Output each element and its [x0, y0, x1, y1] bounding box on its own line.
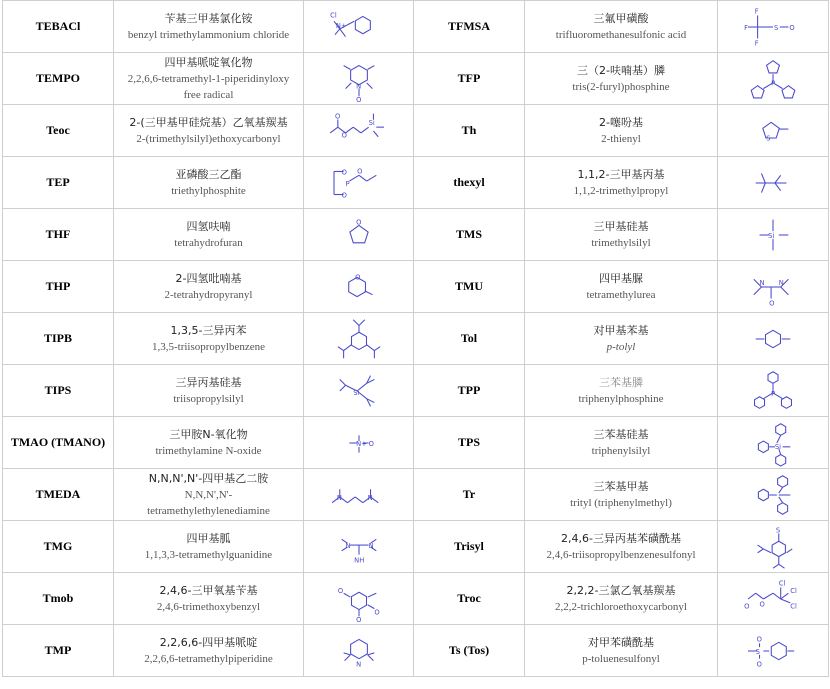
atom-label: O: [789, 23, 795, 32]
right-structure-cell: [718, 209, 829, 261]
left-name-cell: [114, 469, 304, 521]
left-name-cell: [114, 1, 304, 53]
bond-line: [367, 654, 373, 660]
left-structure-cell: [304, 105, 414, 157]
tmeda-structure-icon: [319, 470, 399, 520]
left-structure-cell: [304, 261, 414, 313]
atom-label: N: [367, 493, 373, 502]
bond-line: [767, 60, 780, 72]
chinese-name: 2-四氢吡喃基: [175, 271, 242, 285]
left-abbreviation: TEBACl: [3, 1, 114, 53]
right-name-cell: [525, 625, 718, 677]
atom-label: O: [341, 190, 347, 199]
chinese-name: 三甲胺N-氧化物: [169, 427, 248, 441]
right-abbreviation: thexyl: [414, 157, 525, 209]
left-structure-cell: [304, 365, 414, 417]
abbreviation-table: [2, 0, 829, 677]
english-name: triphenylphosphine: [578, 392, 664, 405]
english-name: p-tolyl: [606, 340, 636, 353]
bond-line: [782, 85, 795, 97]
right-name-cell: [525, 469, 718, 521]
right-structure-cell: [718, 157, 829, 209]
bond-line: [351, 332, 366, 349]
tetramethylurea-structure-icon: [733, 262, 813, 312]
english-name: 2,2,2-trichloroethoxycarbonyl: [555, 600, 687, 613]
bond-line: [763, 122, 780, 138]
english-name: 1,1,3,3-tetramethylguanidine: [144, 548, 273, 561]
bond-line: [755, 396, 765, 408]
right-structure-cell: [718, 573, 829, 625]
bond-line: [355, 496, 363, 502]
bond-line: [775, 183, 781, 191]
atom-label: N: [345, 541, 351, 550]
bond-line: [366, 344, 374, 350]
bond-line: [367, 65, 374, 69]
table-row: [3, 521, 829, 573]
chinese-name: 2,2,6,6-四甲基哌啶: [159, 635, 258, 649]
atom-label: F: [754, 7, 759, 16]
atom-label: O: [373, 607, 380, 616]
bond-line: [353, 319, 359, 325]
bond-line: [349, 175, 359, 181]
chinese-name: 苄基三甲基氯化铵: [164, 11, 253, 25]
right-abbreviation: TPS: [414, 417, 525, 469]
bond-line: [344, 654, 350, 660]
bond-line: [763, 548, 771, 552]
chinese-name: 2,2,2-三氯乙氧基羰基: [566, 583, 676, 597]
bond-line: [756, 593, 764, 599]
table-row: [3, 53, 829, 105]
atom-label: Si: [368, 118, 375, 127]
english-name: 1,3,5-triisopropylbenzene: [151, 340, 266, 353]
left-name-cell: [114, 261, 304, 313]
table-row: [3, 469, 829, 521]
right-structure-cell: [718, 261, 829, 313]
left-structure-cell: [304, 573, 414, 625]
tosyl-structure-icon: [733, 626, 813, 676]
left-structure-cell: [304, 209, 414, 261]
left-structure-cell: [304, 469, 414, 521]
bond-line: [337, 346, 343, 350]
table-row: [3, 365, 829, 417]
table-row: [3, 261, 829, 313]
left-structure-cell: [304, 313, 414, 365]
atom-label: Si: [768, 231, 775, 240]
tris-furyl-phosphine-structure-icon: [733, 54, 813, 104]
english-name: free radical: [183, 88, 234, 101]
triflic-acid-structure-icon: [733, 2, 813, 52]
atom-label: S: [755, 647, 760, 656]
right-name-cell: [525, 1, 718, 53]
bond-line: [351, 592, 366, 609]
bond-line: [781, 287, 789, 295]
atom-label: O: [354, 272, 360, 281]
right-structure-cell: [718, 1, 829, 53]
atom-label: O: [355, 615, 361, 624]
left-name-cell: [114, 209, 304, 261]
right-abbreviation: Tr: [414, 469, 525, 521]
english-name: 2,4,6-triisopropylbenzenesulfonyl: [546, 548, 696, 561]
right-structure-cell: [718, 53, 829, 105]
right-abbreviation: TFMSA: [414, 1, 525, 53]
left-name-cell: [114, 521, 304, 573]
atom-label: Cl: [329, 10, 337, 19]
bond-line: [349, 225, 367, 242]
bond-line: [330, 127, 338, 133]
right-name-cell: [525, 573, 718, 625]
bond-line: [343, 344, 351, 350]
atom-label: Cl: [778, 579, 786, 588]
bond-line: [758, 545, 764, 549]
english-name: 2,2,6,6-tetramethylpiperidine: [144, 652, 273, 665]
english-name: tetramethylethylenediamine: [147, 504, 270, 517]
chinese-name: 三甲基硅基: [593, 219, 649, 233]
bond-line: [776, 423, 786, 435]
bond-line: [367, 604, 374, 608]
atom-label: O: [756, 634, 762, 643]
english-name: p-toluenesulfonyl: [582, 652, 660, 665]
atom-label: S: [773, 23, 779, 32]
bond-line: [355, 16, 370, 33]
left-name-cell: [114, 53, 304, 105]
bond-line: [768, 371, 778, 383]
bond-line: [779, 564, 785, 568]
left-structure-cell: [304, 1, 414, 53]
english-name: triphenylsilyl: [591, 444, 651, 457]
bond-line: [772, 541, 785, 556]
bond-line: [339, 379, 345, 385]
left-abbreviation: TIPB: [3, 313, 114, 365]
bond-line: [367, 652, 374, 654]
atom-label: N: [336, 493, 342, 502]
atom-label: Si: [352, 388, 359, 397]
tetramethylpiperidine-structure-icon: [319, 626, 399, 676]
left-abbreviation: TIPS: [3, 365, 114, 417]
left-abbreviation: THP: [3, 261, 114, 313]
bond-line: [778, 475, 788, 487]
right-structure-cell: [718, 365, 829, 417]
left-structure-cell: [304, 521, 414, 573]
bond-line: [773, 593, 781, 599]
chinese-name: 三（2-呋喃基）膦: [577, 63, 665, 77]
atom-label: O: [341, 167, 347, 176]
thp-structure-icon: [319, 262, 399, 312]
english-name: trimethylsilyl: [591, 236, 651, 249]
right-name-cell: [525, 209, 718, 261]
thexyl-structure-icon: [733, 158, 813, 208]
bond-line: [781, 396, 791, 408]
right-abbreviation: Th: [414, 105, 525, 157]
left-abbreviation: TMG: [3, 521, 114, 573]
right-abbreviation: TMU: [414, 261, 525, 313]
atom-label: N+: [355, 439, 367, 448]
right-name-cell: [525, 313, 718, 365]
chinese-name: 对甲基苯基: [593, 323, 649, 337]
chinese-name: 四甲基胍: [186, 531, 231, 545]
left-structure-cell: [304, 157, 414, 209]
atom-label: O: [368, 439, 374, 448]
atom-label: O: [341, 131, 347, 140]
atom-label: O: [355, 95, 361, 104]
tetramethylguanidine-structure-icon: [319, 522, 399, 572]
bond-line: [748, 593, 756, 599]
right-structure-cell: [718, 417, 829, 469]
english-name: 2-(trimethylsilyl)ethoxycarbonyl: [136, 132, 281, 145]
left-abbreviation: TMEDA: [3, 469, 114, 521]
teoc-structure-icon: [319, 106, 399, 156]
thienyl-structure-icon: [733, 106, 813, 156]
left-abbreviation: TMAO (TMANO): [3, 417, 114, 469]
triisopropylbenzene-structure-icon: [319, 314, 399, 364]
english-name: tris(2-furyl)phosphine: [572, 80, 670, 93]
trityl-structure-icon: [733, 470, 813, 520]
bond-line: [754, 287, 762, 295]
left-abbreviation: THF: [3, 209, 114, 261]
right-structure-cell: [718, 521, 829, 573]
atom-label: N: [368, 541, 374, 550]
right-abbreviation: Trisyl: [414, 521, 525, 573]
english-name: trityl (triphenylmethyl): [570, 496, 672, 509]
triphenylsilyl-structure-icon: [733, 418, 813, 468]
table-row: [3, 105, 829, 157]
bond-line: [345, 82, 351, 88]
chinese-name: 三苯基膦: [599, 375, 643, 389]
bond-line: [758, 548, 764, 552]
chinese-name: 四甲基哌啶氧化物: [164, 55, 253, 69]
bond-line: [761, 173, 765, 183]
bond-line: [786, 548, 792, 552]
bond-line: [751, 85, 764, 97]
left-abbreviation: Tmob: [3, 573, 114, 625]
atom-label: Cl: [790, 602, 797, 611]
chinese-name: 三异丙基硅基: [175, 375, 242, 389]
bond-line: [343, 65, 350, 69]
bond-line: [781, 593, 789, 599]
table-row: [3, 417, 829, 469]
table-row: [3, 573, 829, 625]
english-name: triethylphosphite: [171, 184, 246, 197]
right-abbreviation: TMS: [414, 209, 525, 261]
bond-line: [758, 489, 768, 501]
right-name-cell: [525, 157, 718, 209]
table-body: [3, 1, 829, 677]
chinese-name: 四甲基脲: [599, 271, 643, 285]
left-abbreviation: TEMPO: [3, 53, 114, 105]
left-name-cell: [114, 625, 304, 677]
atom-label: Cl: [790, 586, 797, 595]
right-structure-cell: [718, 625, 829, 677]
english-name: 2-tetrahydropyranyl: [164, 288, 253, 301]
left-name-cell: [114, 157, 304, 209]
atom-label: Si: [774, 442, 782, 451]
trimethylamine-n-oxide-structure-icon: [319, 418, 399, 468]
bond-line: [366, 82, 372, 88]
atom-label: O: [334, 112, 340, 120]
atom-label: O: [759, 600, 765, 609]
thf-structure-icon: [319, 210, 399, 260]
left-structure-cell: [304, 417, 414, 469]
chinese-name: 2,4,6-三甲氧基苄基: [159, 583, 258, 597]
atom-label: P: [345, 179, 350, 188]
english-name: trimethylamine N-oxide: [155, 444, 262, 457]
right-name-cell: [525, 417, 718, 469]
english-name: N,N,N',N'-: [184, 488, 233, 501]
bond-line: [778, 502, 788, 514]
english-name: trifluoromethanesulfonic acid: [555, 28, 687, 41]
english-name: 1,1,2-trimethylpropyl: [573, 184, 669, 197]
atom-label: N: [759, 278, 765, 287]
bond-line: [343, 593, 350, 597]
atom-label: O: [356, 166, 362, 175]
tempo-structure-icon: [319, 54, 399, 104]
atom-label: F: [754, 38, 759, 47]
bond-line: [359, 319, 365, 325]
right-structure-cell: [718, 469, 829, 521]
atom-label: F: [744, 23, 749, 32]
bond-line: [374, 346, 380, 350]
right-name-cell: [525, 365, 718, 417]
bond-line: [373, 131, 378, 137]
chinese-name: 三苯基硅基: [593, 427, 649, 441]
bond-line: [360, 127, 368, 133]
bond-line: [761, 183, 765, 193]
bond-line: [343, 652, 350, 654]
english-name: tetrahydrofuran: [174, 236, 243, 249]
left-structure-cell: [304, 53, 414, 105]
right-abbreviation: TFP: [414, 53, 525, 105]
english-name: tetramethylurea: [586, 288, 656, 301]
chinese-name: 2-(三甲基甲硅烷基）乙氧基羰基: [129, 115, 288, 129]
bond-line: [771, 642, 786, 659]
chinese-name: 亚磷酸三乙酯: [175, 167, 242, 181]
left-abbreviation: Teoc: [3, 105, 114, 157]
right-abbreviation: Ts (Tos): [414, 625, 525, 677]
bond-line: [339, 385, 345, 391]
atom-label: NH: [353, 555, 364, 564]
left-name-cell: [114, 365, 304, 417]
bond-line: [776, 454, 786, 466]
bond-line: [347, 496, 355, 502]
right-abbreviation: Tol: [414, 313, 525, 365]
p-tolyl-structure-icon: [733, 314, 813, 364]
chinese-name: 三苯基甲基: [593, 479, 649, 493]
table-row: [3, 157, 829, 209]
chinese-name: 三氟甲磺酸: [593, 11, 649, 25]
atom-label: N: [355, 659, 361, 668]
atom-label: O: [756, 659, 762, 668]
bond-line: [775, 175, 781, 183]
atom-label: O: [744, 602, 750, 611]
triethylphosphite-structure-icon: [319, 158, 399, 208]
bond-line: [779, 496, 783, 502]
chinese-name: 对甲苯磺酰基: [588, 635, 654, 649]
chinese-name: 1,1,2-三甲基丙基: [577, 167, 665, 181]
left-name-cell: [114, 417, 304, 469]
english-name: 2-thienyl: [601, 132, 641, 145]
left-abbreviation: TMP: [3, 625, 114, 677]
bond-line: [766, 330, 781, 347]
chinese-name: 1,3,5-三异丙苯: [170, 323, 247, 337]
atom-label: N+: [335, 21, 347, 30]
bond-line: [353, 127, 361, 133]
chinese-name: 2,4,6-三异丙基苯磺酰基: [561, 531, 681, 545]
triphenylphosphine-structure-icon: [733, 366, 813, 416]
troc-structure-icon: [733, 574, 813, 624]
table-row: [3, 313, 829, 365]
atom-label: S: [775, 526, 781, 535]
trimethylsilyl-structure-icon: [733, 210, 813, 260]
bond-line: [781, 599, 791, 603]
atom-label: N: [778, 278, 784, 287]
atom-label: P: [771, 79, 776, 88]
atom-label: O: [769, 298, 775, 307]
atom-label: O: [337, 586, 343, 595]
atom-label: P: [771, 389, 776, 398]
english-name: 2,4,6-trimethoxybenzyl: [156, 600, 261, 613]
english-name: triisopropylsilyl: [173, 392, 244, 405]
right-name-cell: [525, 53, 718, 105]
chinese-name: 四氢呋喃: [186, 219, 231, 233]
benzyltrimethylammonium-chloride-structure-icon: [319, 2, 399, 52]
bond-line: [366, 175, 376, 181]
bond-line: [350, 639, 367, 658]
bond-line: [339, 28, 345, 36]
english-name: 2,2,6,6-tetramethyl-1-piperidinyloxy: [127, 72, 290, 85]
right-abbreviation: Troc: [414, 573, 525, 625]
trisyl-structure-icon: [733, 522, 813, 572]
bond-line: [773, 564, 779, 568]
bond-line: [359, 175, 367, 181]
triisopropylsilyl-structure-icon: [319, 366, 399, 416]
chinese-name: N,N,N',N'-四甲基乙二胺: [148, 471, 269, 485]
left-name-cell: [114, 105, 304, 157]
right-name-cell: [525, 261, 718, 313]
table-row: [3, 625, 829, 677]
right-abbreviation: TPP: [414, 365, 525, 417]
bond-line: [779, 487, 783, 493]
table-row: [3, 209, 829, 261]
right-name-cell: [525, 521, 718, 573]
table-row: [3, 1, 829, 53]
left-structure-cell: [304, 625, 414, 677]
right-structure-cell: [718, 313, 829, 365]
english-name: benzyl trimethylammonium chloride: [127, 28, 290, 41]
left-name-cell: [114, 313, 304, 365]
atom-label: O: [355, 217, 361, 226]
bond-line: [763, 593, 773, 599]
bond-line: [758, 441, 768, 453]
bond-line: [364, 290, 372, 294]
atom-label: N: [355, 82, 361, 91]
left-name-cell: [114, 573, 304, 625]
chinese-name: 2-噻吩基: [599, 115, 643, 129]
bond-line: [367, 593, 376, 597]
atom-label: S: [766, 134, 771, 143]
trimethoxybenzyl-structure-icon: [319, 574, 399, 624]
left-abbreviation: TEP: [3, 157, 114, 209]
right-name-cell: [525, 105, 718, 157]
right-structure-cell: [718, 105, 829, 157]
